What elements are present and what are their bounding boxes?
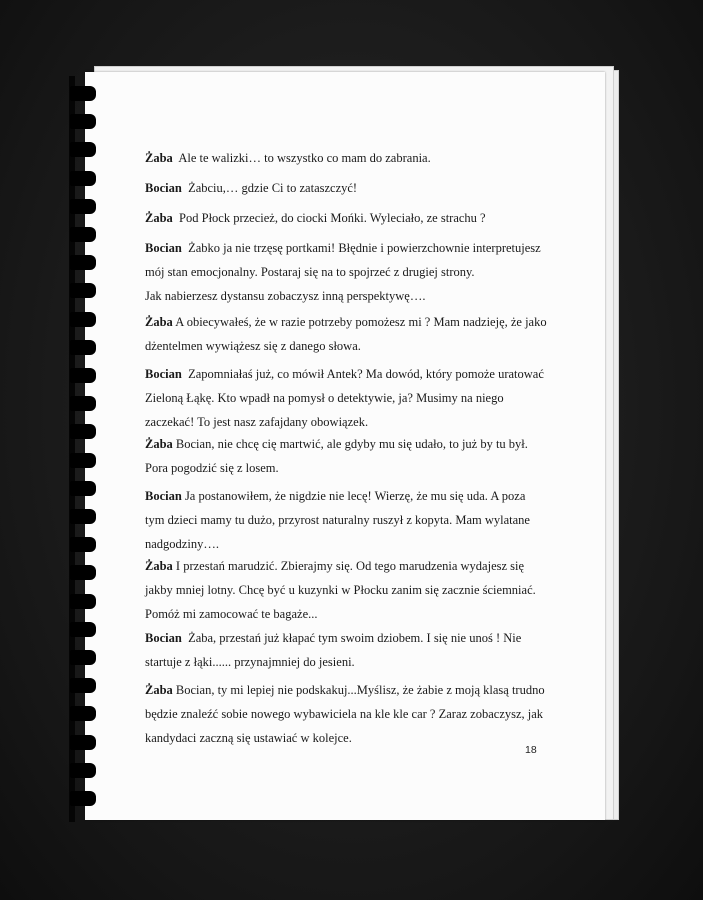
paragraph (145, 310, 547, 358)
line-text: zaczekać! To jest nasz zafajdany obowiązek. (145, 415, 369, 429)
paragraph (145, 484, 540, 556)
paragraph (145, 678, 545, 750)
line-text: startuje z łąki...... przynajmniej do jesieni. (145, 655, 355, 669)
line-text: Pod Płock przecież, do ciocki Mońki. Wyleciało, ze strachu ? (179, 211, 486, 225)
binding-coil (70, 199, 96, 214)
speaker-name: Bocian (145, 367, 182, 381)
paragraph (145, 362, 544, 434)
line (145, 554, 540, 578)
line-text: jakby mniej lotny. Chcę być u kuzynki w Płocku zanim się zacznie ściemniać. (145, 583, 536, 597)
line-text: Zieloną Łąkę. Kto wpadł na pomysł o detektywie, ja? Musimy na niego (145, 391, 504, 405)
binding-coil (70, 678, 96, 693)
line (145, 310, 547, 334)
line-text: Bocian, ty mi lepiej nie podskakuj...Myślisz, że żabie z moją klasą trudno (175, 683, 545, 697)
binding-coil (70, 283, 96, 298)
binding-coil (70, 791, 96, 806)
line (145, 678, 545, 702)
speaker-name: Żaba (145, 437, 173, 451)
binding-coil (70, 227, 96, 242)
line-text: Żaba, przestań już kłapać tym swoim dziobem. I się nie unoś ! Nie (188, 631, 522, 645)
line-text: I przestań marudzić. Zbierajmy się. Od tego marudzenia wydajesz się (175, 559, 525, 573)
speaker-name: Bocian (145, 489, 182, 503)
spiral-binding (66, 76, 100, 822)
line-text: Pomóż mi zamocować te bagaże... (145, 607, 318, 621)
binding-coil (70, 312, 96, 327)
binding-coil (70, 340, 96, 355)
line-text: kandydaci zaczną się ustawiać w kolejce. (145, 731, 352, 745)
line-text: Zapomniałaś już, co mówił Antek? Ma dowód, który pomoże uratować (188, 367, 544, 381)
line (145, 176, 540, 200)
paragraph (145, 626, 540, 674)
binding-coil (70, 171, 96, 186)
paragraph (145, 432, 540, 480)
binding-coil (70, 424, 96, 439)
binding-coil (70, 255, 96, 270)
binding-coil (70, 396, 96, 411)
line-text: Bocian, nie chcę cię martwić, ale gdyby mu się udało, to już by tu był. (175, 437, 528, 451)
line-text: mój stan emocjonalny. Postaraj się na to spojrzeć z drugiej strony. (145, 265, 475, 279)
binding-coil (70, 735, 96, 750)
line-text: dżentelmen wywiążesz się z danego słowa. (145, 339, 361, 353)
paragraph (145, 236, 540, 308)
binding-coil (70, 86, 96, 101)
line-text: Ale te walizki… to wszystko co mam do zabrania. (178, 151, 431, 165)
binding-coil (70, 763, 96, 778)
speaker-name: Bocian (145, 241, 182, 255)
paragraph (145, 176, 540, 200)
speaker-name: Żaba (145, 211, 173, 225)
speaker-name: Bocian (145, 181, 182, 195)
page-number: 18 (525, 744, 537, 756)
line-text: nadgodziny…. (145, 537, 219, 551)
paragraph (145, 206, 540, 230)
line-text: Żabciu,… gdzie Ci to zataszczyć! (188, 181, 358, 195)
line (145, 146, 540, 170)
line (145, 362, 544, 386)
line-text: Pora pogodzić się z losem. (145, 461, 279, 475)
line (145, 206, 540, 230)
line-text: tym dzieci mamy tu dużo, przyrost naturalny ruszył z kopyta. Mam wylatane (145, 513, 530, 527)
paragraph (145, 146, 540, 170)
binding-coil (70, 594, 96, 609)
binding-coil (70, 142, 96, 157)
binding-coil (70, 537, 96, 552)
binding-coil (70, 565, 96, 580)
speaker-name: Żaba (145, 683, 173, 697)
line (145, 432, 540, 456)
binding-coil (70, 622, 96, 637)
speaker-name: Żaba (145, 151, 173, 165)
line (145, 626, 540, 650)
binding-coil (70, 706, 96, 721)
line (145, 236, 540, 260)
line-text: będzie znaleźć sobie nowego wybawiciela na kle kle car ? Zaraz zobaczysz, jak (145, 707, 544, 721)
line-text: A obiecywałeś, że w razie potrzeby pomożesz mi ? Mam nadzieję, że jako (175, 315, 547, 329)
line (145, 484, 540, 508)
line-text: Żabko ja nie trzęsę portkami! Błędnie i powierzchownie interpretujesz (188, 241, 541, 255)
line-text: Ja postanowiłem, że nigdzie nie lecę! Wierzę, że mu się uda. A poza (184, 489, 526, 503)
speaker-name: Bocian (145, 631, 182, 645)
binding-coil (70, 368, 96, 383)
binding-coil (70, 481, 96, 496)
speaker-name: Żaba (145, 559, 173, 573)
binding-coil (70, 509, 96, 524)
binding-coil (70, 650, 96, 665)
speaker-name: Żaba (145, 315, 173, 329)
binding-coil (70, 114, 96, 129)
binding-coil (70, 453, 96, 468)
paragraph (145, 554, 540, 626)
line-text: Jak nabierzesz dystansu zobaczysz inną perspektywę…. (145, 289, 426, 303)
